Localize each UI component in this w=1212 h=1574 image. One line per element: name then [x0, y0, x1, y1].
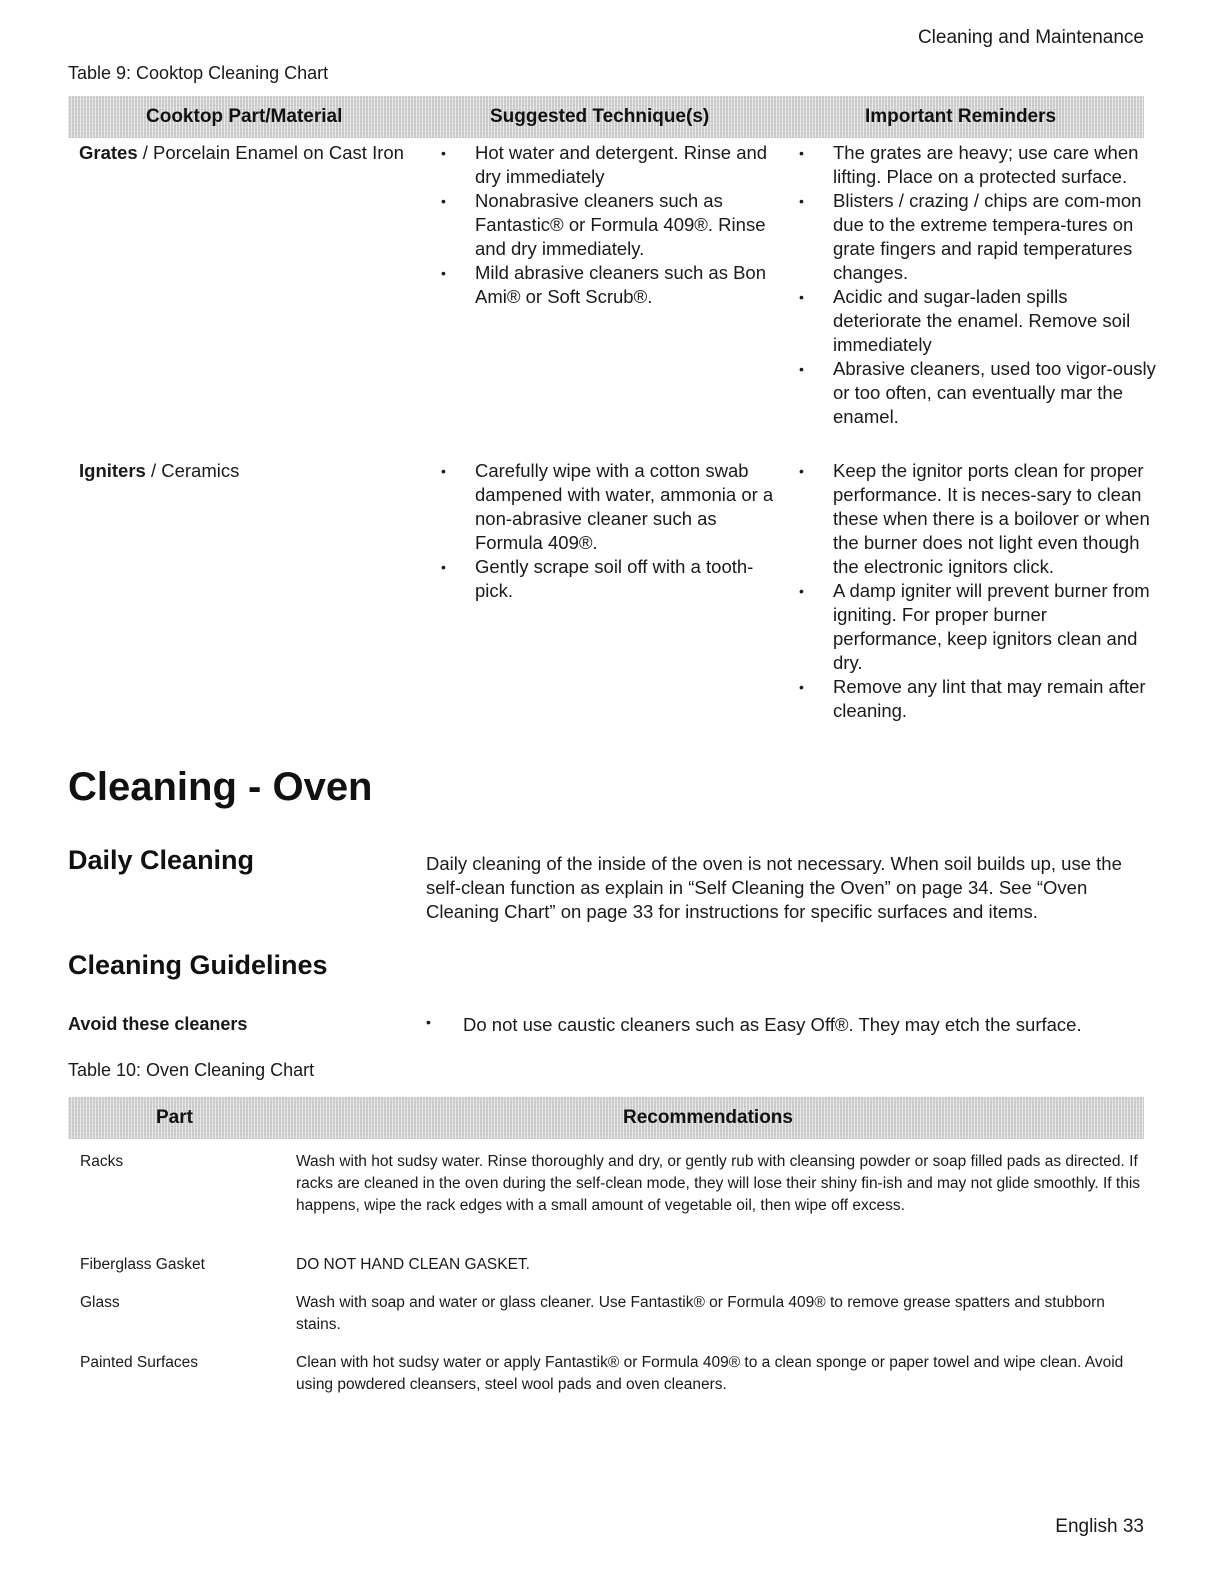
daily-cleaning-heading: Daily Cleaning [68, 845, 255, 875]
reminder-list [796, 141, 1156, 429]
oven-recommendation: Wash with hot sudsy water. Rinse thoroughly and dry, or gently rub with cleansing powder or soap filled pads as directed. If racks are cleaned in the oven during the self-clean mode, they will lose their shiny fin-ish and may not glide smoothly. If this happens, wipe the rack edges with a small amount of vegetable oil, then wipe off excess. [296, 1153, 1141, 1214]
table9-col-part: Cooktop Part/Material [146, 106, 343, 127]
cleaning-guidelines-heading: Cleaning Guidelines [68, 950, 328, 980]
technique-list [438, 141, 778, 309]
part-material: / Porcelain Enamel on Cast Iron [137, 142, 404, 163]
avoid-cleaners-label: Avoid these cleaners [68, 1014, 248, 1034]
page-number: English 33 [1055, 1516, 1144, 1537]
table9-col-reminders: Important Reminders [865, 106, 1057, 127]
oven-part: Painted Surfaces [80, 1354, 199, 1371]
technique-item: • Gently scrape soil off with a tooth-pick. [438, 555, 778, 603]
running-head: Cleaning and Maintenance [917, 27, 1144, 48]
reminder-item: • Blisters / crazing / chips are com-mon due to the extreme tempera-tures on grate fingers and rapid temperatures changes. [796, 189, 1156, 285]
oven-part: Racks [80, 1153, 124, 1170]
avoid-cleaners-text: Do not use caustic cleaners such as Easy Off®. They may etch the surface. [463, 1014, 1082, 1035]
reminder-item: • Abrasive cleaners, used too vigor-ously or too often, can eventually mar the enamel. [796, 357, 1156, 429]
table9-row-part [79, 459, 409, 483]
oven-recommendation: DO NOT HAND CLEAN GASKET. [296, 1256, 530, 1273]
table9-header [68, 96, 1144, 138]
reminder-item: • A damp igniter will prevent burner from igniting. For proper burner performance, keep ignitors clean and dry. [796, 579, 1156, 675]
technique-item: • Nonabrasive cleaners such as Fantastic® or Formula 409®. Rinse and dry immediately. [438, 189, 778, 261]
oven-part: Fiberglass Gasket [80, 1256, 205, 1273]
oven-recommendation: Clean with hot sudsy water or apply Fantastik® or Formula 409® to a clean sponge or paper towel and wipe clean. Avoid using powdered cleansers, steel wool pads and oven cleaners. [296, 1354, 1124, 1393]
daily-cleaning-text: Daily cleaning of the inside of the oven is not necessary. When soil builds up, use the self-clean function as explain in “Self Cleaning the Oven” on page 34. See “Oven Cleaning Chart” on page 33 for instructions for specific surfaces and items. [426, 853, 1122, 922]
reminder-item: • The grates are heavy; use care when lifting. Place on a protected surface. [796, 141, 1156, 189]
avoid-cleaners-item [426, 1014, 1082, 1036]
technique-item: • Mild abrasive cleaners such as Bon Ami® or Soft Scrub®. [438, 261, 778, 309]
part-material: / Ceramics [145, 460, 240, 481]
part-name: Igniters [79, 460, 146, 481]
table10-col-part: Part [156, 1107, 193, 1128]
technique-item: • Carefully wipe with a cotton swab dampened with water, ammonia or a non-abrasive cleaner such as Formula 409®. [438, 459, 778, 555]
table9-caption: Table 9: Cooktop Cleaning Chart [68, 63, 329, 83]
table9-col-technique: Suggested Technique(s) [490, 106, 710, 127]
oven-part: Glass [80, 1294, 120, 1311]
technique-list [438, 459, 778, 603]
reminder-list [796, 459, 1156, 723]
bullet: • [426, 1014, 431, 1030]
reminder-item: • Keep the ignitor ports clean for proper performance. It is neces-sary to clean these when there is a boilover or when the burner does not light even though the electronic ignitors click. [796, 459, 1156, 579]
oven-recommendation: Wash with soap and water or glass cleaner. Use Fantastik® or Formula 409® to remove grease spatters and stubborn stains. [296, 1294, 1105, 1333]
reminder-item: • Acidic and sugar-laden spills deteriorate the enamel. Remove soil immediately [796, 285, 1156, 357]
table10-col-recommendations: Recommendations [623, 1107, 793, 1128]
reminder-item: • Remove any lint that may remain after cleaning. [796, 675, 1156, 723]
table10-header [68, 1097, 1144, 1139]
table9-row-part [79, 141, 409, 165]
section-title: Cleaning - Oven [68, 765, 373, 809]
technique-item: • Hot water and detergent. Rinse and dry immediately [438, 141, 778, 189]
part-name: Grates [79, 142, 138, 163]
table10-caption: Table 10: Oven Cleaning Chart [68, 1060, 315, 1080]
